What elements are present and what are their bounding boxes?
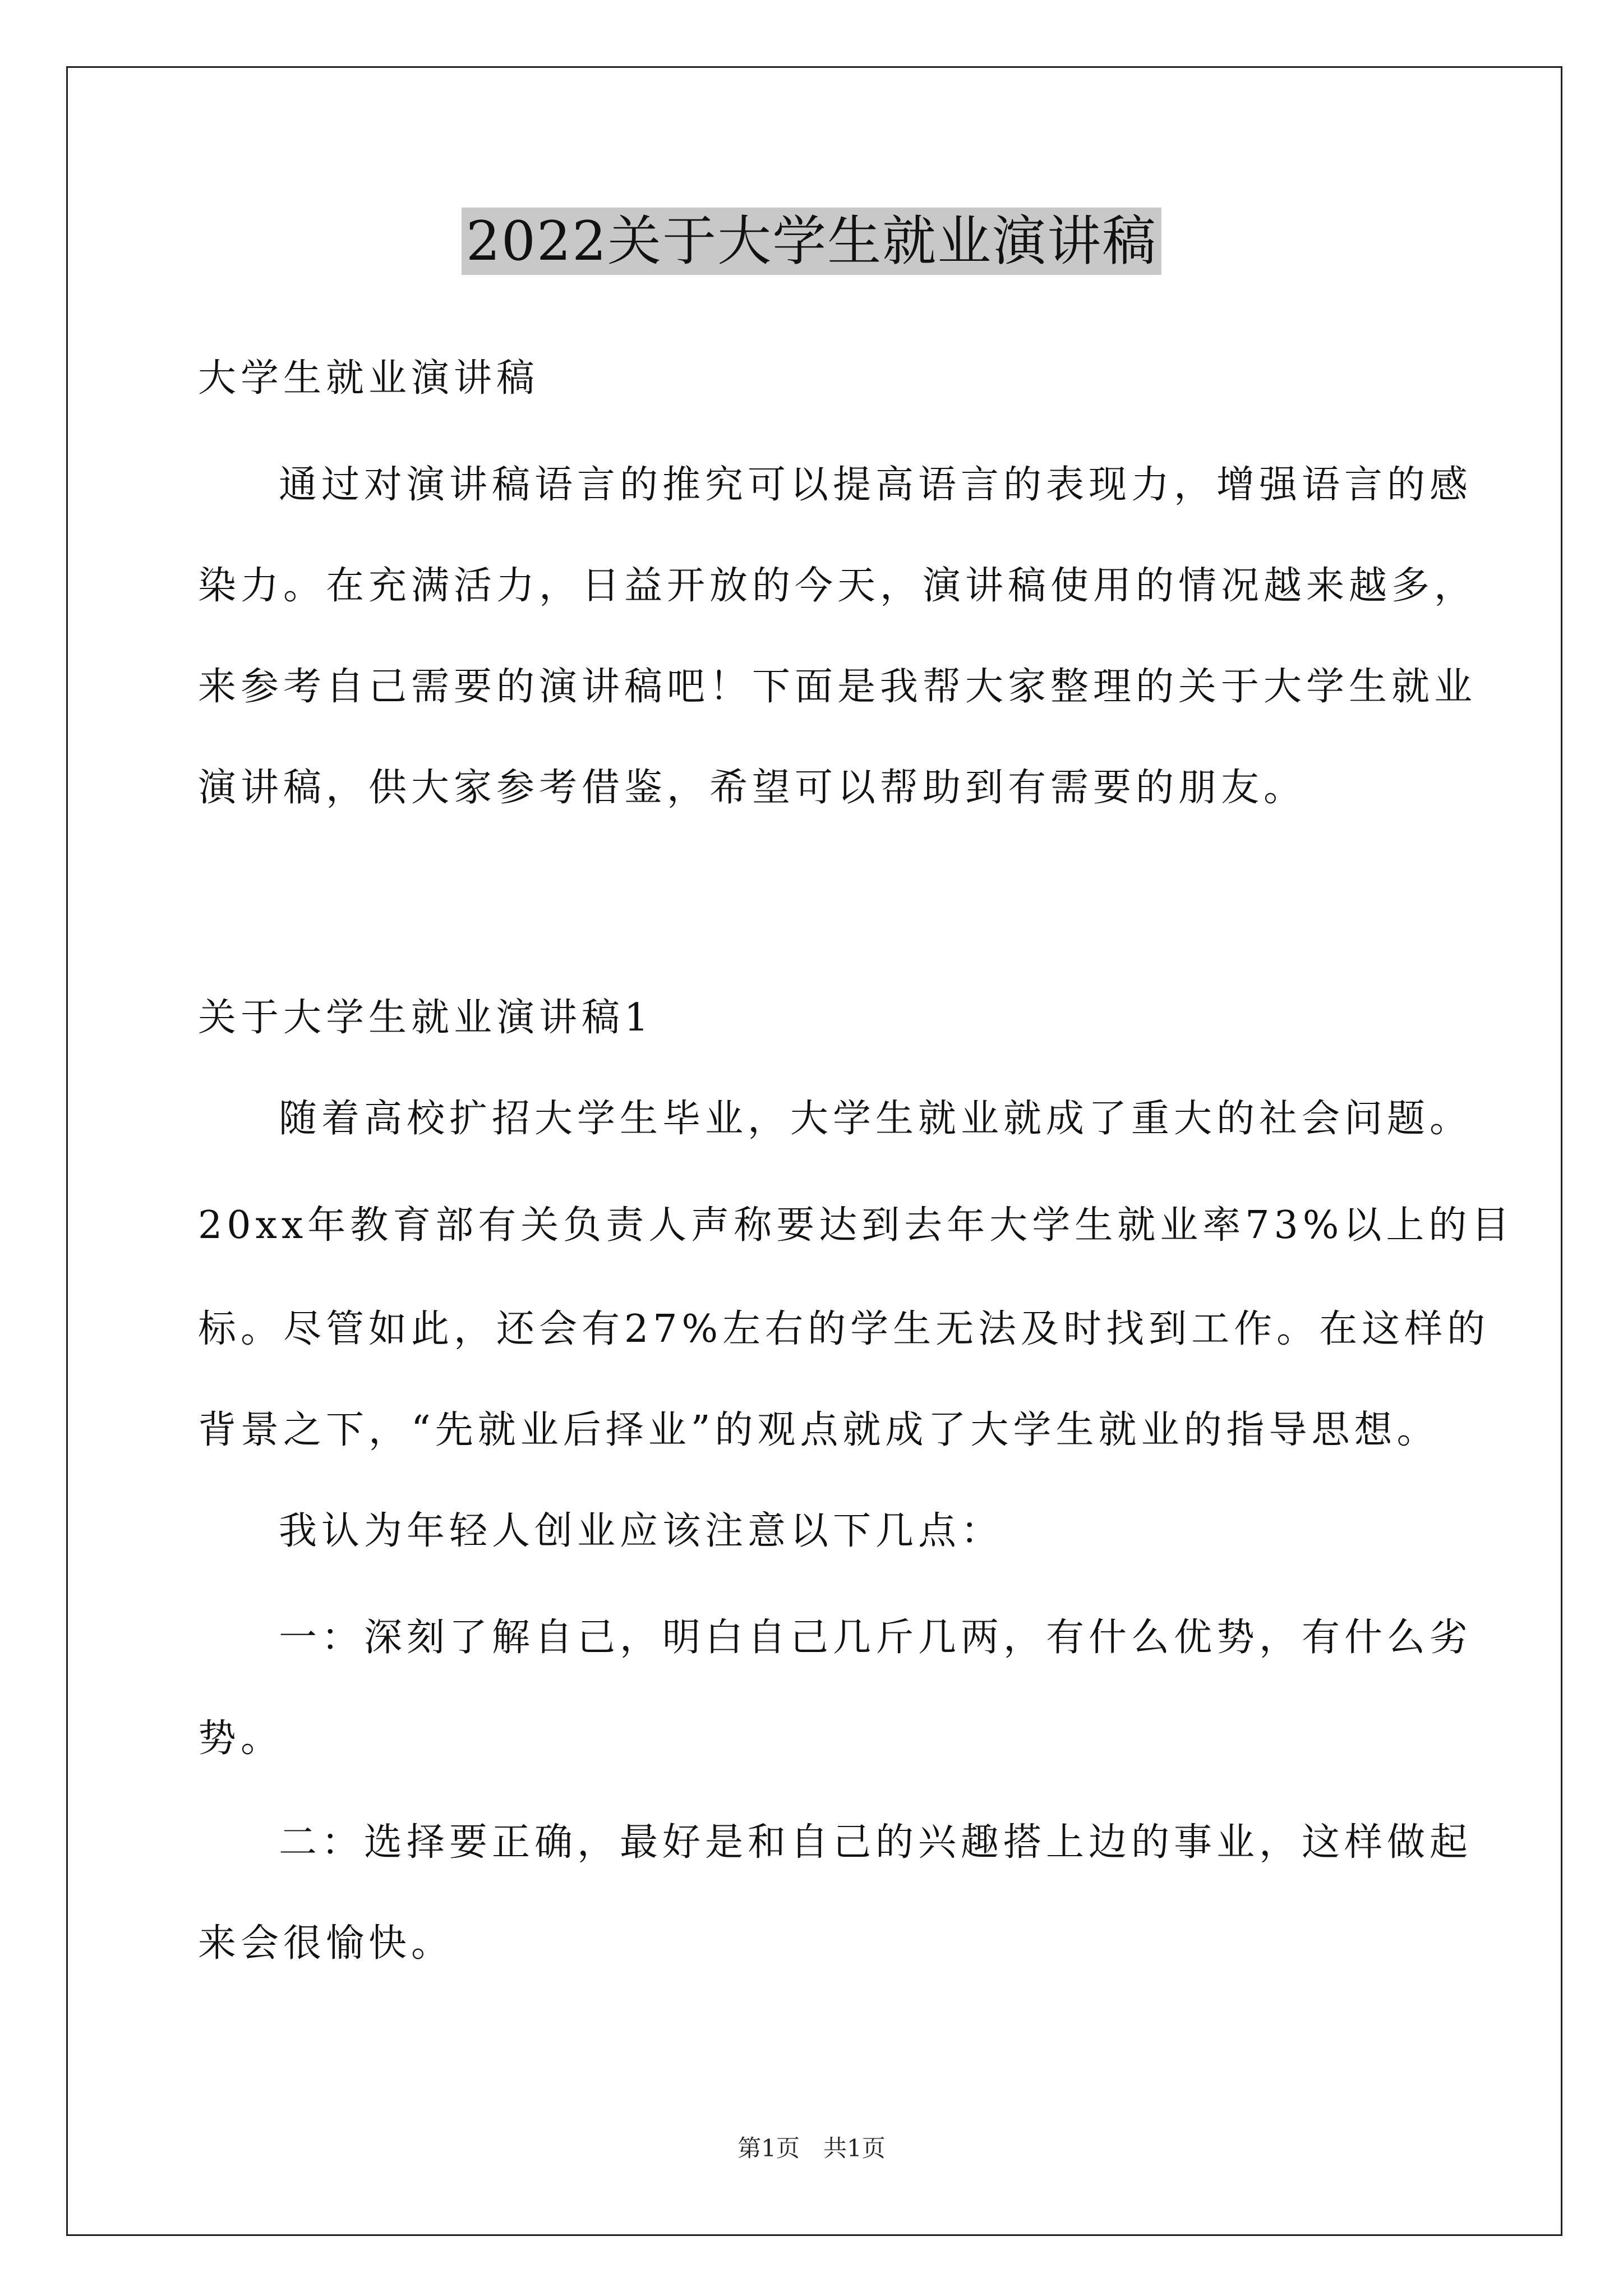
- paragraph-line: 我认为年轻人创业应该注意以下几点：: [279, 1509, 1004, 1553]
- document-title-text: 2022关于大学生就业演讲稿: [462, 208, 1161, 275]
- list-item-line: 势。: [198, 1717, 284, 1761]
- paragraph-line: 背景之下，“先就业后择业”的观点就成了大学生就业的指导思想。: [198, 1408, 1440, 1452]
- intro-line: 染力。在充满活力，日益开放的今天，演讲稿使用的情况越来越多，: [198, 564, 1477, 608]
- paragraph-line: 20xx年教育部有关负责人声称要达到去年大学生就业率73%以上的目: [198, 1203, 1514, 1248]
- intro-line: 演讲稿，供大家参考借鉴，希望可以帮助到有需要的朋友。: [198, 766, 1307, 810]
- list-item-line: 二：选择要正确，最好是和自己的兴趣搭上边的事业，这样做起: [279, 1820, 1473, 1865]
- page-footer: 第1页 共1页: [737, 2134, 886, 2162]
- intro-heading: 大学生就业演讲稿: [198, 356, 540, 401]
- paragraph-line: 随着高校扩招大学生毕业，大学生就业就成了重大的社会问题。: [279, 1097, 1473, 1141]
- intro-line: 来参考自己需要的演讲稿吧！下面是我帮大家整理的关于大学生就业: [198, 665, 1477, 709]
- list-item-line: 一：深刻了解自己，明白自己几斤几两，有什么优势，有什么劣: [279, 1616, 1473, 1660]
- section-heading: 关于大学生就业演讲稿1: [198, 996, 653, 1040]
- document-title: [0, 208, 1623, 275]
- list-item-line: 来会很愉快。: [198, 1921, 454, 1966]
- intro-line: 通过对演讲稿语言的推究可以提高语言的表现力，增强语言的感: [279, 463, 1473, 507]
- paragraph-line: 标。尽管如此，还会有27%左右的学生无法及时找到工作。在这样的: [198, 1307, 1490, 1351]
